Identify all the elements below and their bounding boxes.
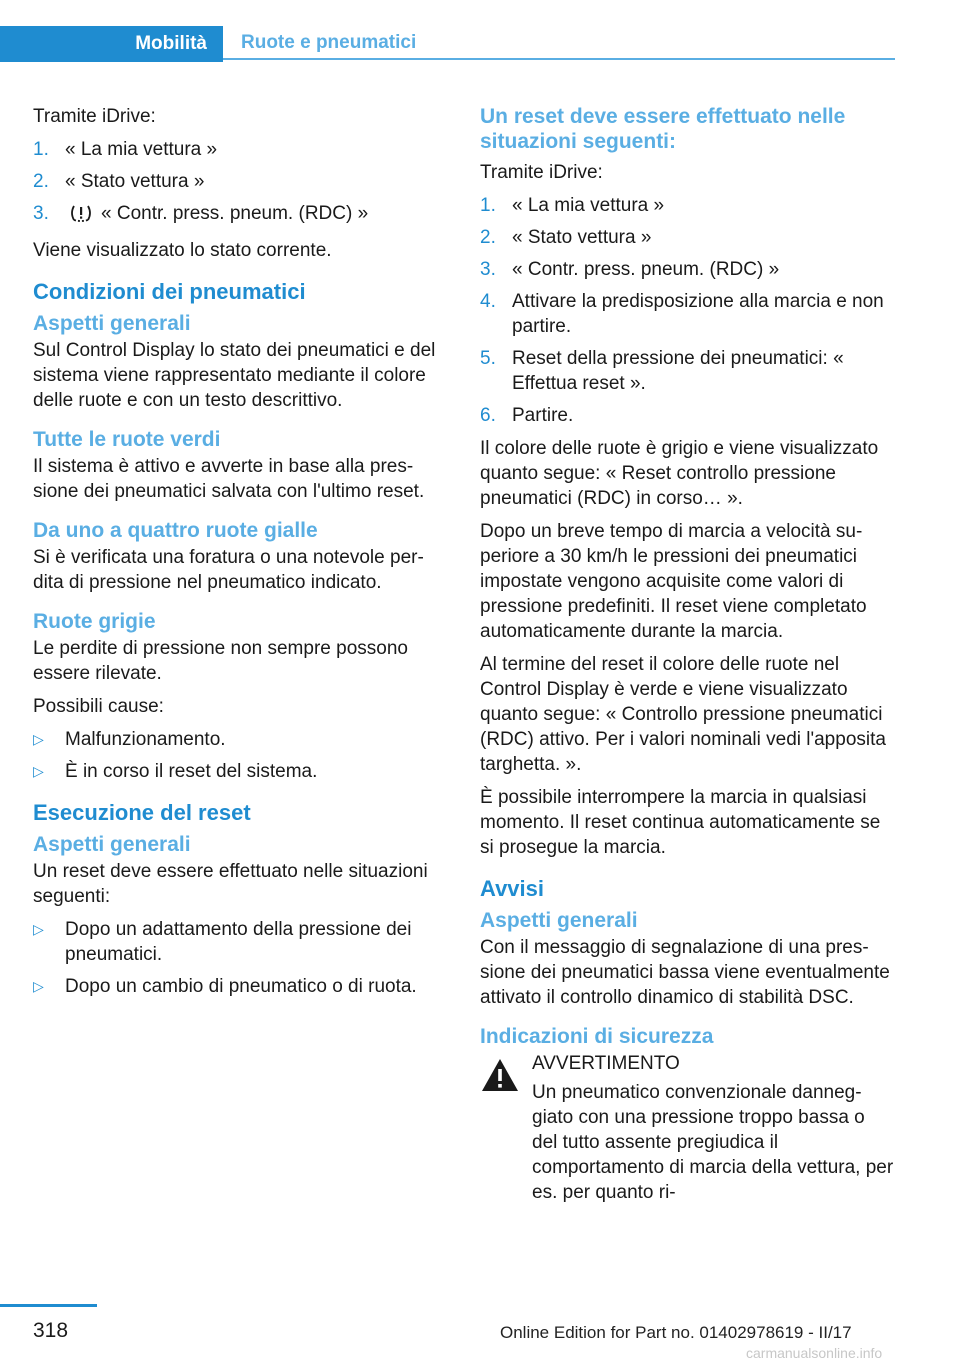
step-number: 3.	[480, 259, 496, 280]
step-text: « Stato vettura »	[512, 227, 652, 248]
list-item	[480, 193, 895, 218]
step-text: Attivare la predisposizione alla marcia e non partire.	[512, 291, 884, 337]
step-number: 1.	[33, 139, 49, 160]
paragraph-velocita: Dopo un breve tempo di marcia a velocità superiore a 30 km/h le pressioni dei pneumatici impostate vengono acquisite come valori di pressione predefiniti. Il reset viene completato automaticamente durante la marcia.	[480, 521, 867, 642]
paragraph-interrompere: È possibile interrompere la marcia in qualsiasi momento. Il reset continua automaticamente se si prosegue la marcia.	[480, 787, 881, 858]
paragraph-grigie: Le perdite di pressione non sempre possono essere rilevate.	[33, 638, 408, 684]
paragraph-gialle: Si è verificata una foratura o una notevole perdita di pressione nel pneumatico indicato.	[33, 547, 424, 593]
heading-aspetti-generali: Aspetti generali	[33, 312, 191, 335]
list-item	[33, 759, 448, 784]
heading-reset-situazioni: Un reset deve essere effettuato nelle situazioni seguenti:	[480, 105, 846, 153]
header-divider	[0, 60, 223, 62]
section-tab-mobilita: Mobilità	[0, 26, 223, 60]
step-text: « La mia vettura »	[512, 195, 665, 216]
list-item	[480, 403, 895, 428]
heading-sicurezza: Indicazioni di sicurezza	[480, 1025, 714, 1048]
step-text: « Contr. press. pneum. (RDC) »	[101, 203, 369, 224]
heading-ruote-gialle: Da uno a quattro ruote gialle	[33, 519, 318, 542]
bullet-triangle-icon: ▷	[33, 921, 44, 937]
reset-steps-list	[480, 193, 895, 428]
tire-pressure-warning-icon	[69, 203, 93, 230]
page-header	[0, 26, 895, 62]
heading-ruote-verdi: Tutte le ruote verdi	[33, 428, 221, 451]
list-item	[480, 346, 895, 396]
situation-text: Dopo un cambio di pneumatico o di ruota.	[65, 976, 417, 997]
idrive-intro: Tramite iDrive:	[33, 106, 156, 127]
step-text: Partire.	[512, 405, 574, 426]
step-text: Reset della pressione dei pneumatici: « Effettua reset ».	[512, 348, 844, 394]
list-item	[480, 225, 895, 250]
warning-title: AVVERTIMENTO	[532, 1053, 680, 1074]
heading-ruote-grigie: Ruote grigie	[33, 610, 156, 633]
idrive-intro: Tramite iDrive:	[480, 162, 603, 183]
watermark: carmanualsonline.info	[746, 1345, 883, 1361]
right-column	[480, 104, 895, 1213]
step-number: 3.	[33, 203, 49, 224]
step-number: 5.	[480, 348, 496, 369]
list-item	[33, 917, 448, 967]
idrive-steps-list	[33, 137, 448, 230]
warning-text: Un pneumatico convenzionale danneggiato con una pressione troppo bassa o del tutto assente pregiudica il comportamento di marcia della vettura, per es. per quanto ri-	[532, 1082, 894, 1203]
heading-esecuzione-reset: Esecuzione del reset	[33, 800, 251, 825]
step-number: 1.	[480, 195, 496, 216]
topic-tab-ruote: Ruote e pneumatici	[223, 26, 895, 60]
paragraph-reset-in-corso: Il colore delle ruote è grigio e viene visualizzato quanto segue: « Reset controllo pressione pneumatici (RDC) in corso… ».	[480, 438, 879, 509]
bullet-triangle-icon: ▷	[33, 763, 44, 779]
left-column	[33, 104, 448, 1007]
status-note: Viene visualizzato lo stato corrente.	[33, 240, 332, 261]
step-number: 6.	[480, 405, 496, 426]
step-text: « La mia vettura »	[65, 139, 218, 160]
list-item	[33, 169, 448, 194]
heading-condizioni: Condizioni dei pneumatici	[33, 279, 306, 304]
causes-list	[33, 727, 448, 784]
cause-text: Malfunzionamento.	[65, 729, 226, 750]
step-text: « Stato vettura »	[65, 171, 205, 192]
page-number: 318	[33, 1319, 69, 1342]
list-item	[33, 974, 448, 999]
step-number: 2.	[480, 227, 496, 248]
list-item	[33, 137, 448, 162]
footer-divider	[0, 1304, 97, 1307]
list-item	[480, 289, 895, 339]
list-item	[480, 257, 895, 282]
heading-avvisi: Avvisi	[480, 876, 545, 901]
paragraph-reset-situazioni: Un reset deve essere effettuato nelle situazioni seguenti:	[33, 861, 428, 907]
paragraph-aspetti: Sul Control Display lo stato dei pneumatici e del sistema viene rappresentato mediante il colore delle ruote e con un testo descrittivo.	[33, 340, 436, 411]
warning-block	[480, 1051, 895, 1076]
bullet-triangle-icon: ▷	[33, 731, 44, 747]
heading-aspetti-generali: Aspetti generali	[33, 833, 191, 856]
list-item	[33, 727, 448, 752]
cause-text: È in corso il reset del sistema.	[65, 761, 318, 782]
paragraph-cause: Possibili cause:	[33, 696, 164, 717]
paragraph-dsc: Con il messaggio di segnalazione di una pressione dei pneumatici bassa viene eventualmente attivato il controllo dinamico di stabilità DSC.	[480, 937, 890, 1008]
paragraph-verdi: Il sistema è attivo e avverte in base alla pressione dei pneumatici salvata con l'ultimo reset.	[33, 456, 425, 502]
situations-list	[33, 917, 448, 999]
heading-aspetti-generali: Aspetti generali	[480, 909, 638, 932]
step-number: 2.	[33, 171, 49, 192]
list-item	[33, 201, 448, 230]
step-number: 4.	[480, 291, 496, 312]
edition-note: Online Edition for Part no. 01402978619 - II/17	[500, 1323, 852, 1342]
situation-text: Dopo un adattamento della pressione dei pneumatici.	[65, 919, 412, 965]
step-text: « Contr. press. pneum. (RDC) »	[512, 259, 780, 280]
paragraph-termine-reset: Al termine del reset il colore delle ruote nel Control Display è verde e viene visualizzato quanto segue: « Controllo pressione pneumatici (RDC) attivo. Per i valori nominali vedi l'apposita targhetta. ».	[480, 654, 886, 775]
bullet-triangle-icon: ▷	[33, 978, 44, 994]
